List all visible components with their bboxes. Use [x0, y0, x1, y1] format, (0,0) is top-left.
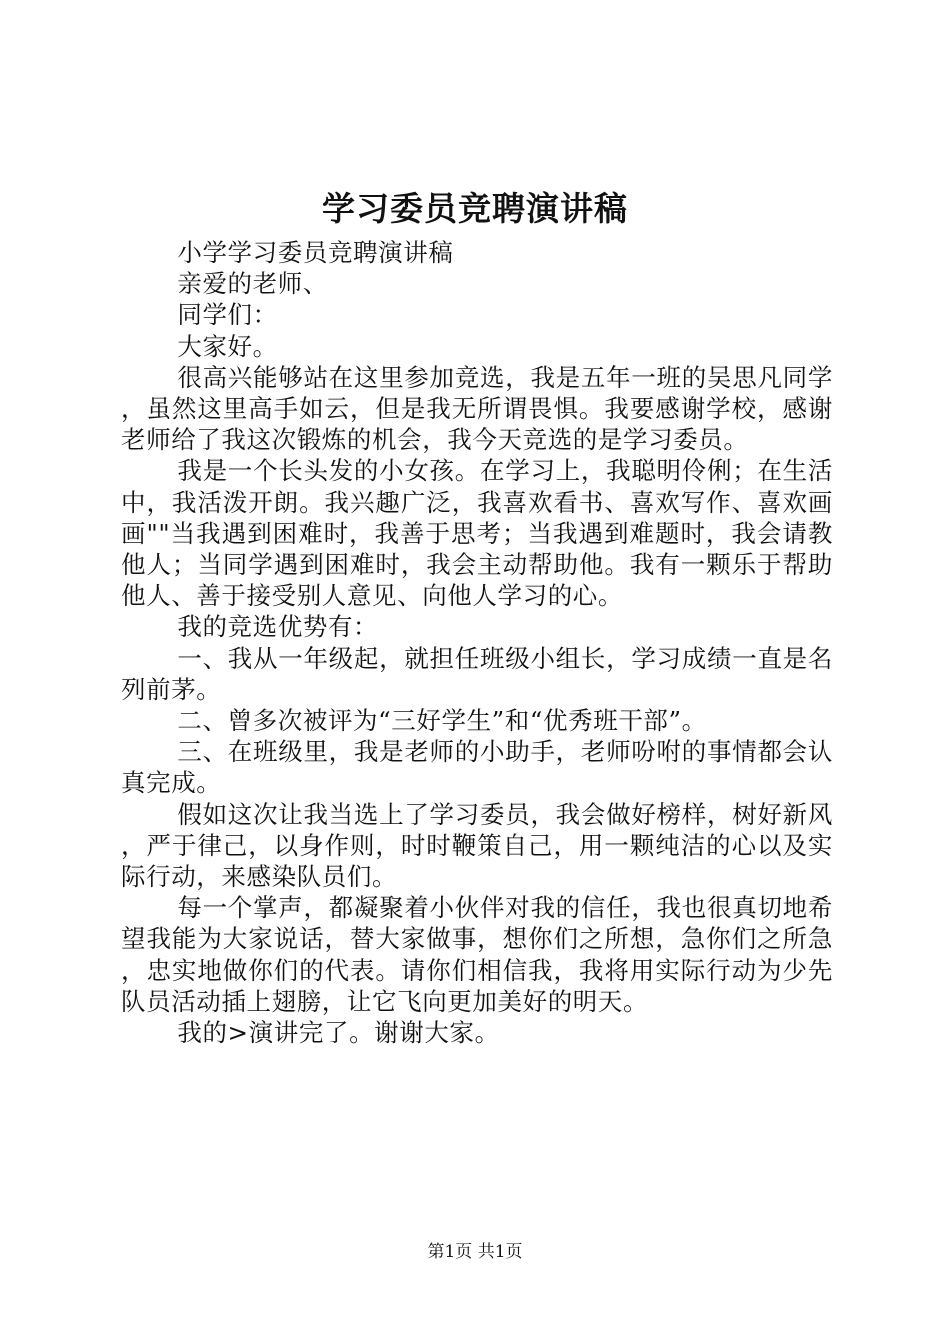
paragraph: 我是一个长头发的小女孩。在学习上，我聪明伶俐；在生活中，我活泼开朗。我兴趣广泛，我喜欢看书、喜欢写作、喜欢画画""当我遇到困难时，我善于思考；当我遇到难题时，我会请教他人；当同学遇到困难时，我会主动帮助他。我有一颗乐于帮助他人、善于接受别人意见、向他人学习的心。 [121, 456, 833, 611]
paragraph: 同学们： [177, 300, 278, 330]
paragraph: 大家好。 [177, 331, 278, 361]
paragraph: 每一个掌声，都凝聚着小伙伴对我的信任，我也很真切地希望我能为大家说话，替大家做事，想你们之所想，急你们之所急，忠实地做你们的代表。请你们相信我，我将用实际行动为少先队员活动插上翅膀，让它飞向更加美好的明天。 [121, 893, 833, 1016]
paragraph: 三、在班级里，我是老师的小助手，老师吩咐的事情都会认真完成。 [121, 737, 833, 798]
paragraph: 亲爱的老师、 [177, 269, 328, 299]
paragraph: 很高兴能够站在这里参加竞选，我是五年一班的吴思凡同学，虽然这里高手如云，但是我无所谓畏惧。我要感谢学校，感谢老师给了我这次锻炼的机会，我今天竞选的是学习委员。 [121, 362, 833, 455]
paragraph: 假如这次让我当选上了学习委员，我会做好榜样，树好新风，严于律己，以身作则，时时鞭策自己，用一颗纯洁的心以及实际行动，来感染队员们。 [121, 799, 833, 892]
document-body [121, 237, 833, 1048]
page-footer: 第1页 共1页 [427, 1242, 523, 1262]
document-title: 学习委员竞聘演讲稿 [322, 189, 628, 228]
paragraph: 一、我从一年级起，就担任班级小组长，学习成绩一直是名列前茅。 [121, 643, 833, 704]
paragraph: 二、曾多次被评为“三好学生”和“优秀班干部”。 [177, 706, 707, 736]
paragraph: 我的>演讲完了。谢谢大家。 [177, 1018, 500, 1048]
paragraph: 小学学习委员竞聘演讲稿 [177, 238, 454, 267]
paragraph: 我的竞选优势有： [177, 612, 379, 642]
